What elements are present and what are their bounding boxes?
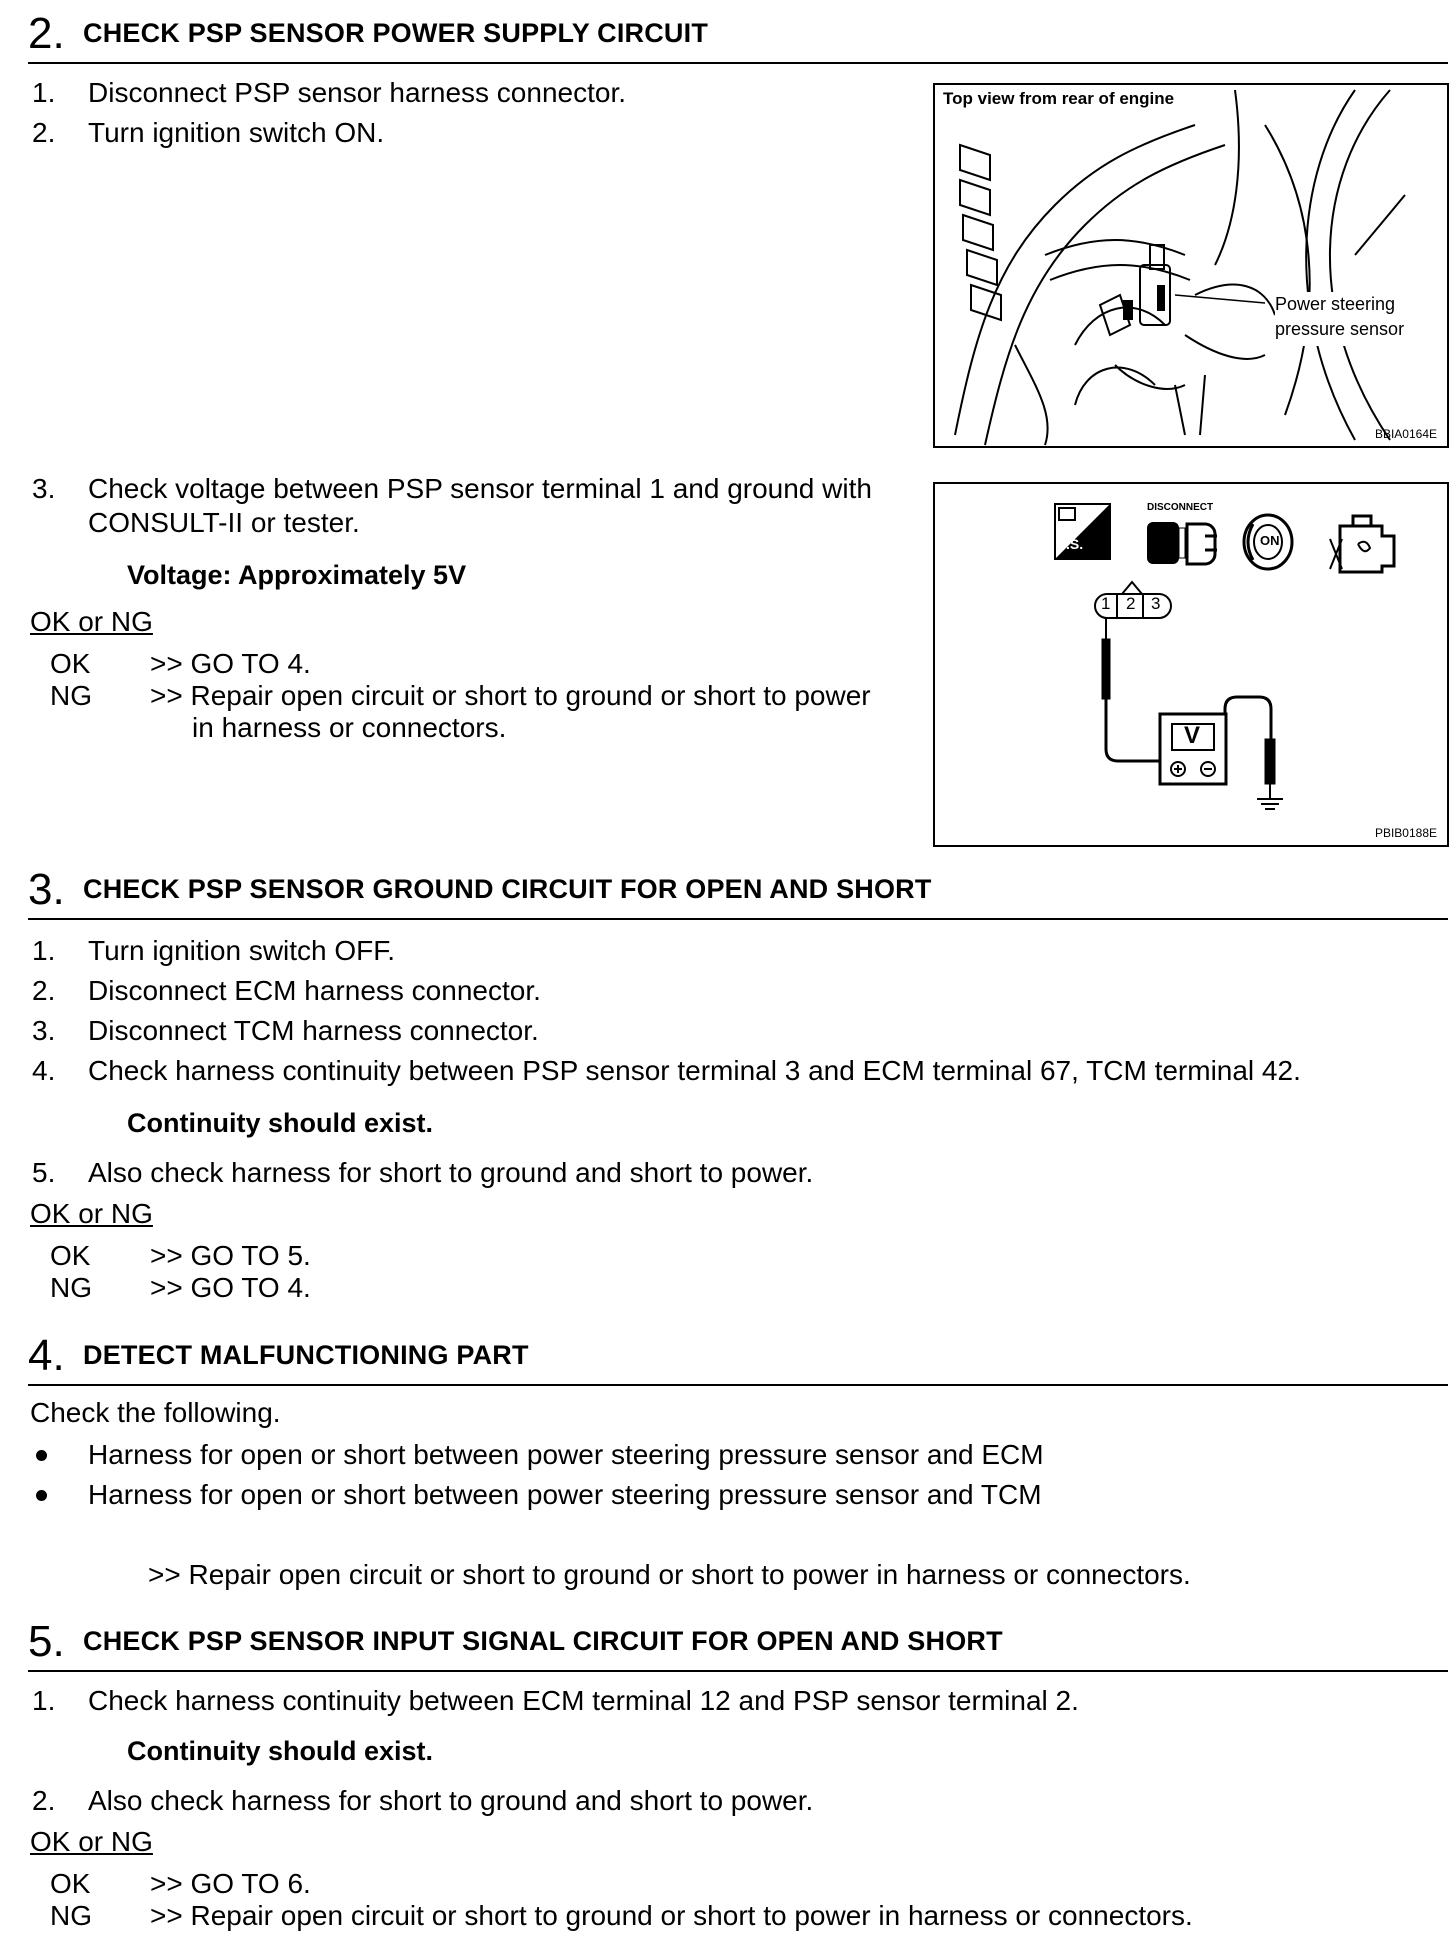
intro-text: Check the following. [30, 1397, 281, 1428]
terminal-3-label: 3 [1151, 594, 1161, 613]
step-item [32, 1014, 1432, 1048]
step-item [32, 974, 1432, 1008]
section-title: CHECK PSP SENSOR INPUT SIGNAL CIRCUIT FOR OPEN AND SHORT [83, 1626, 1003, 1656]
result-text: >> GO TO 6. [150, 1868, 311, 1899]
callout-line: Power steering [1275, 294, 1396, 314]
result-text-line: >> Repair open circuit or short to ground or short to power [150, 680, 871, 711]
bullet-icon [36, 1490, 47, 1501]
result-text: >> Repair open circuit or short to ground or short to power in harness or connectors. [150, 1900, 1193, 1931]
result-text: >> GO TO 4. [150, 648, 311, 679]
step-item [32, 1156, 1432, 1190]
result-row [30, 680, 930, 744]
spec-text: Continuity should exist. [127, 1736, 434, 1766]
terminal-2-label: 2 [1126, 594, 1136, 613]
result-key: NG [50, 680, 92, 711]
step-number: 2. [32, 975, 56, 1006]
step-text: Disconnect ECM harness connector. [88, 975, 541, 1006]
step-number: 1. [32, 77, 56, 108]
section-title: CHECK PSP SENSOR POWER SUPPLY CIRCUIT [83, 18, 709, 48]
result-key: NG [50, 1900, 92, 1931]
result-text-line: in harness or connectors. [192, 712, 507, 743]
section-title: DETECT MALFUNCTIONING PART [83, 1340, 529, 1370]
step-text: Disconnect PSP sensor harness connector. [88, 77, 627, 108]
section-number: 2. [28, 9, 65, 58]
spec-text: Continuity should exist. [127, 1108, 434, 1138]
voltage-check-figure [933, 482, 1449, 847]
step-text: Check harness continuity between ECM terminal 12 and PSP sensor terminal 2. [88, 1685, 1079, 1716]
figure-title: Top view from rear of engine [943, 89, 1175, 108]
section-number: 3. [28, 865, 65, 914]
voltage-check-diagram [935, 484, 1447, 845]
result-key: NG [50, 1272, 92, 1303]
result-row [30, 1868, 1430, 1900]
step-text-line: Check voltage between PSP sensor terminal 1 and ground with [88, 473, 872, 504]
section-number: 5. [28, 1617, 65, 1666]
bullet-icon [36, 1450, 47, 1461]
step-text [88, 472, 928, 540]
spec-text: Voltage: Approximately 5V [127, 560, 467, 590]
terminal-1-label: 1 [1101, 594, 1111, 613]
result-row [30, 648, 930, 680]
engine-photo-figure [933, 83, 1449, 448]
result-row [30, 1900, 1430, 1932]
sensor-callout [1275, 292, 1440, 346]
section-3-header [28, 864, 1448, 920]
step-number: 3. [32, 1015, 56, 1046]
step-item [32, 76, 892, 110]
section-5-header [28, 1616, 1448, 1672]
step-number: 1. [32, 1685, 56, 1716]
step-text: Turn ignition switch OFF. [88, 935, 396, 966]
step-text-line: CONSULT-II or tester. [88, 507, 360, 538]
callout-line: pressure sensor [1275, 319, 1405, 339]
result-key: OK [50, 648, 91, 679]
step-number: 1. [32, 935, 56, 966]
ts-label: T.S. [1059, 536, 1084, 552]
result-key: OK [50, 1240, 91, 1271]
step-number: 2. [32, 1785, 56, 1816]
result-text [150, 680, 940, 744]
section-title: CHECK PSP SENSOR GROUND CIRCUIT FOR OPEN AND SHORT [83, 874, 932, 904]
disconnect-label: DISCONNECT [1147, 502, 1214, 513]
list-item [30, 1438, 1430, 1472]
result-row [30, 1240, 1430, 1272]
disconnect-icon [1147, 522, 1217, 564]
step-item [32, 116, 892, 150]
step-item [32, 1784, 1432, 1818]
engine-illustration [935, 85, 1447, 446]
step-number: 4. [32, 1055, 56, 1086]
step-text: Also check harness for short to ground and short to power. [88, 1785, 814, 1816]
engine-icon [1330, 516, 1394, 572]
list-item [30, 1478, 1430, 1512]
list-item-text: Harness for open or short between power steering pressure sensor and TCM [88, 1479, 1042, 1510]
meter-label: V [1184, 722, 1201, 749]
figure-code: PBIB0188E [1374, 826, 1437, 840]
section-4-header [28, 1330, 1448, 1386]
result-key: OK [50, 1868, 91, 1899]
result-text: >> GO TO 4. [150, 1272, 311, 1303]
step-item [32, 472, 932, 542]
result-text: >> Repair open circuit or short to ground or short to power in harness or connectors. [148, 1559, 1191, 1590]
list-item-text: Harness for open or short between power steering pressure sensor and ECM [88, 1439, 1044, 1470]
step-text: Disconnect TCM harness connector. [88, 1015, 539, 1046]
section-number: 4. [28, 1331, 65, 1380]
step-text: Also check harness for short to ground and short to power. [88, 1157, 814, 1188]
step-item [32, 1684, 1432, 1718]
result-text: >> GO TO 5. [150, 1240, 311, 1271]
step-number: 3. [32, 473, 56, 504]
ok-ng-label: OK or NG [30, 1826, 153, 1857]
step-number: 2. [32, 117, 56, 148]
ok-ng-label: OK or NG [30, 606, 153, 637]
ok-ng-label: OK or NG [30, 1198, 153, 1229]
step-text: Check harness continuity between PSP sensor terminal 3 and ECM terminal 67, TCM terminal 42. [88, 1055, 1301, 1086]
result-row [30, 1272, 1430, 1304]
step-number: 5. [32, 1157, 56, 1188]
step-item [32, 934, 1432, 968]
step-text: Turn ignition switch ON. [88, 117, 385, 148]
step-item [32, 1054, 1432, 1088]
on-label: ON [1260, 533, 1280, 548]
figure-code: BBIA0164E [1374, 427, 1437, 441]
section-2-header [28, 8, 1448, 64]
